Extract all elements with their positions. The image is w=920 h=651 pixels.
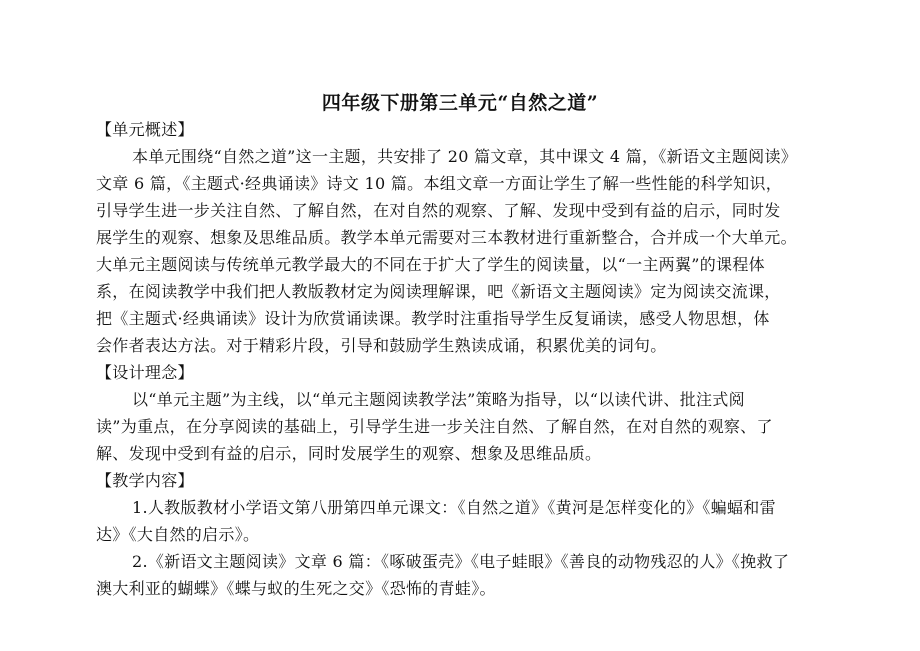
content-line-2: 达》《大自然的启示》。 xyxy=(96,525,260,544)
content-heading: 【教学内容】 xyxy=(96,471,194,490)
concept-line-3: 解、发现中受到有益的启示，同时发展学生的观察、想象及思维品质。 xyxy=(96,444,602,463)
overview-line-6: 系，在阅读教学中我们把人教版教材定为阅读理解课，吧《新语文主题阅读》定为阅读交流课， xyxy=(96,282,781,301)
concept-heading: 【设计理念】 xyxy=(96,363,194,382)
overview-line-3: 引导学生进一步关注自然、了解自然，在对自然的观察、了解、发现中受到有益的启示，同时发 xyxy=(96,201,781,220)
overview-line-2: 文章 6 篇，《主题式·经典诵读》诗文 10 篇。本组文章一方面让学生了解一些性能的科学知识， xyxy=(96,174,783,193)
concept-line-2: 读”为重点，在分享阅读的基础上，引导学生进一步关注自然、了解自然，在对自然的观察、了 xyxy=(96,417,773,436)
overview-line-8: 会作者表达方法。对于精彩片段，引导和鼓励学生熟读成诵，积累优美的词句。 xyxy=(96,336,667,355)
overview-heading: 【单元概述】 xyxy=(96,120,194,139)
overview-line-1: 本单元围绕“自然之道”这一主题，共安排了 20 篇文章，其中课文 4 篇，《新语文主题阅读》 xyxy=(132,147,798,166)
overview-line-4: 展学生的观察、想象及思维品质。教学本单元需要对三本教材进行重新整合，合并成一个大单元。 xyxy=(96,228,797,247)
content-line-1: 1.人教版教材小学语文第八册第四单元课文：《自然之道》《黄河是怎样变化的》《蝙蝠和雷 xyxy=(132,498,776,517)
content-line-4: 澳大利亚的蝴蝶》《蝶与蚁的生死之交》《恐怖的青蛙》。 xyxy=(96,579,496,598)
overview-line-5: 大单元主题阅读与传统单元教学最大的不同在于扩大了学生的阅读量，以“一主两翼”的课程体 xyxy=(96,255,765,274)
content-line-3: 2.《新语文主题阅读》文章 6 篇：《啄破蛋壳》《电子蛙眼》《善良的动物残忍的人》《挽救了 xyxy=(132,552,790,571)
concept-line-1: 以“单元主题”为主线，以“单元主题阅读教学法”策略为指导，以“以读代讲、批注式阅 xyxy=(132,390,745,409)
overview-line-7: 把《主题式·经典诵读》设计为欣赏诵读课。教学时注重指导学生反复诵读，感受人物思想，体 xyxy=(96,309,770,328)
document-title: 四年级下册第三单元“自然之道” xyxy=(321,92,599,114)
